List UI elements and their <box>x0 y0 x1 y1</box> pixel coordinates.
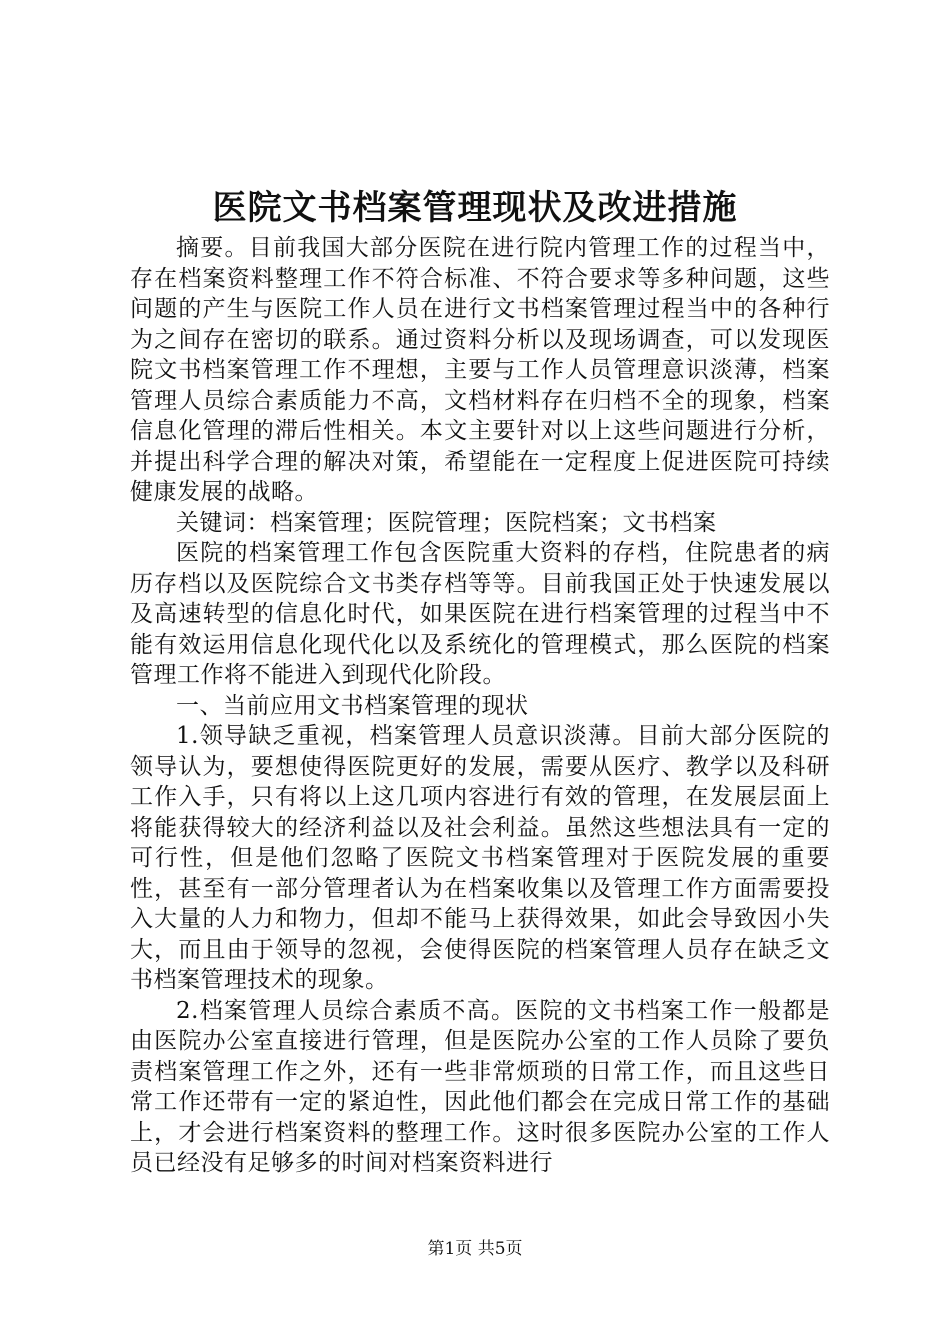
abstract-paragraph: 摘要。目前我国大部分医院在进行院内管理工作的过程当中，存在档案资料整理工作不符合标准、不符合要求等多种问题，这些问题的产生与医院工作人员在进行文书档案管理过程当中的各种行为之间存在密切的联系。通过资料分析以及现场调查，可以发现医院文书档案管理工作不理想，主要与工作人员管理意识淡薄，档案管理人员综合素质能力不高，文档材料存在归档不全的现象，档案信息化管理的滞后性相关。本文主要针对以上这些问题进行分析，并提出科学合理的解决对策，希望能在一定程度上促进医院可持续健康发展的战略。 <box>130 235 830 505</box>
intro-paragraph: 医院的档案管理工作包含医院重大资料的存档，住院患者的病历存档以及医院综合文书类存档等等。目前我国正处于快速发展以及高速转型的信息化时代，如果医院在进行档案管理的过程当中不能有效运用信息化现代化以及系统化的管理模式，那么医院的档案管理工作将不能进入到现代化阶段。 <box>130 540 830 688</box>
document-body <box>130 233 830 1179</box>
keywords-paragraph: 关键词：档案管理；医院管理；医院档案；文书档案 <box>176 509 717 536</box>
body-paragraph: 2.档案管理人员综合素质不高。医院的文书档案工作一般都是由医院办公室直接进行管理，但是医院办公室的工作人员除了要负责档案管理工作之外，还有一些非常烦琐的日常工作，而且这些日常工作还带有一定的紧迫性，因此他们都会在完成日常工作的基础上，才会进行档案资料的整理工作。这时很多医院办公室的工作人员已经没有足够多的时间对档案资料进行 <box>130 997 830 1176</box>
body-paragraph: 1.领导缺乏重视，档案管理人员意识淡薄。目前大部分医院的领导认为，要想使得医院更好的发展，需要从医疗、教学以及科研工作入手，只有将以上这几项内容进行有效的管理，在发展层面上将能获得较大的经济利益以及社会利益。虽然这些想法具有一定的可行性，但是他们忽略了医院文书档案管理对于医院发展的重要性，甚至有一部分管理者认为在档案收集以及管理工作方面需要投入大量的人力和物力，但却不能马上获得效果，如此会导致因小失大，而且由于领导的忽视，会使得医院的档案管理人员存在缺乏文书档案管理技术的现象。 <box>130 723 830 993</box>
section-heading: 一、当前应用文书档案管理的现状 <box>176 692 529 719</box>
document-title: 医院文书档案管理现状及改进措施 <box>212 188 738 228</box>
page-footer: 第1页 共5页 <box>427 1239 523 1259</box>
